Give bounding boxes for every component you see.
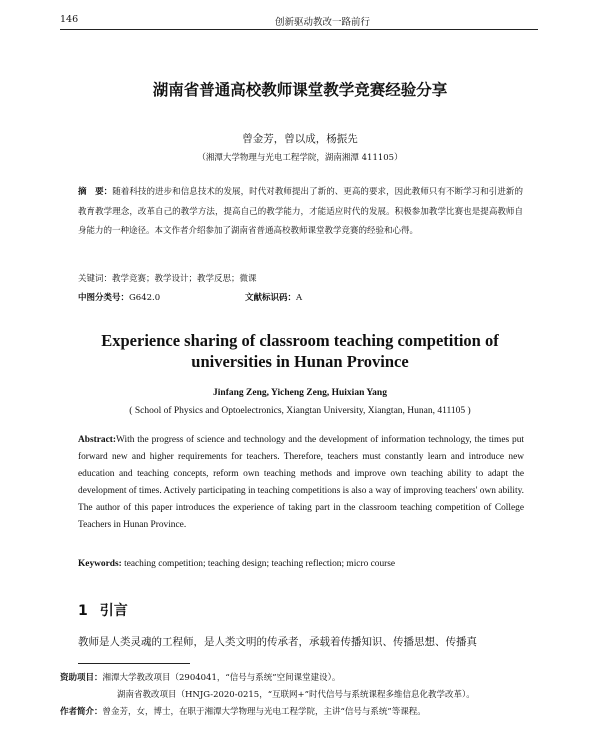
- author-bio-label: 作者简介：: [60, 707, 103, 717]
- english-abstract: [78, 432, 524, 534]
- chinese-abstract: [78, 183, 523, 242]
- chinese-keywords: [78, 272, 257, 284]
- author-bio-footnote: [60, 705, 426, 717]
- section-heading-introduction: [78, 600, 128, 620]
- english-keywords-label: Keywords:: [78, 559, 122, 569]
- english-abstract-text: With the progress of science and technology and the development of information technology, the times put forward new and higher requirements for teachers. Therefore, teachers must constantly learn and introduce new education and teaching concepts, reform own teaching methods and improve own teaching ability to adapt the development of times. Actively participating in teaching competitions is also a way of improving teachers' own ability. The author of this paper introduces the experience of taking part in the classroom teaching competition of College Teachers in Hunan Province.: [78, 435, 524, 530]
- chinese-authors: 曾金芳，曾以成，杨振先: [242, 133, 358, 145]
- doc-code-value: A: [296, 293, 303, 303]
- section-number: 1: [78, 603, 88, 619]
- body-paragraph: 教师是人类灵魂的工程师，是人类文明的传承者，承载着传播知识、传播思想、传播真: [78, 636, 477, 648]
- clc-label: 中图分类号：: [78, 293, 130, 303]
- english-title: Experience sharing of classroom teaching competition of universities in Hunan Province: [101, 331, 499, 371]
- chinese-abstract-text: 随着科技的进步和信息技术的发展，时代对教师提出了新的、更高的要求，因此教师只有不断学习和引进新的教育教学理念，改革自己的教学方法，提高自己的教学能力，才能适应时代的发展。积极参加教学比赛也是提高教师自身能力的一种途径。本文作者介绍参加了湖南省普通高校教师课堂教学竞赛的经验和心得。: [78, 187, 523, 236]
- clc-number: [78, 291, 160, 303]
- english-affiliation: ( School of Physics and Optoelectronics, Xiangtan University, Xiangtan, Hunan, 411105 ): [129, 406, 471, 416]
- funding-line-2: 湖南省教改项目（HNJG-2020-0215，“互联网+”时代信号与系统课程多维信息化教学改革）。: [117, 690, 475, 700]
- chinese-title: 湖南省普通高校教师课堂教学竞赛经验分享: [152, 81, 448, 99]
- doc-code-label: 文献标识码：: [245, 293, 297, 303]
- page-number: 146: [60, 14, 79, 25]
- english-keywords-text: teaching competition; teaching design; teaching reflection; micro course: [124, 559, 396, 569]
- running-title: 创新驱动教改一路前行: [275, 17, 371, 28]
- english-keywords: [78, 559, 524, 569]
- funding-label: 资助项目：: [60, 673, 103, 683]
- author-bio-text: 曾金芳，女，博士，在职于湘潭大学物理与光电工程学院，主讲“信号与系统”等课程。: [102, 707, 426, 717]
- funding-footnote: [60, 671, 340, 683]
- funding-line-1: 湘潭大学教改项目（2904041，“信号与系统”空间课堂建设）。: [102, 673, 341, 683]
- clc-value: G642.0: [129, 293, 161, 303]
- english-authors: Jinfang Zeng, Yicheng Zeng, Huixian Yang: [213, 388, 387, 398]
- chinese-keywords-text: 教学竞赛；教学设计；教学反思；微课: [112, 274, 257, 284]
- chinese-keywords-label: 关键词：: [78, 274, 113, 284]
- chinese-affiliation: （湘潭大学物理与光电工程学院，湖南湘潭 411105）: [197, 153, 403, 163]
- document-code: [245, 291, 302, 303]
- footnote-divider: [78, 663, 190, 664]
- english-abstract-label: Abstract:: [78, 435, 117, 445]
- chinese-abstract-label: 摘 要：: [78, 187, 113, 197]
- section-title: 引言: [99, 603, 128, 619]
- running-header: [60, 13, 538, 30]
